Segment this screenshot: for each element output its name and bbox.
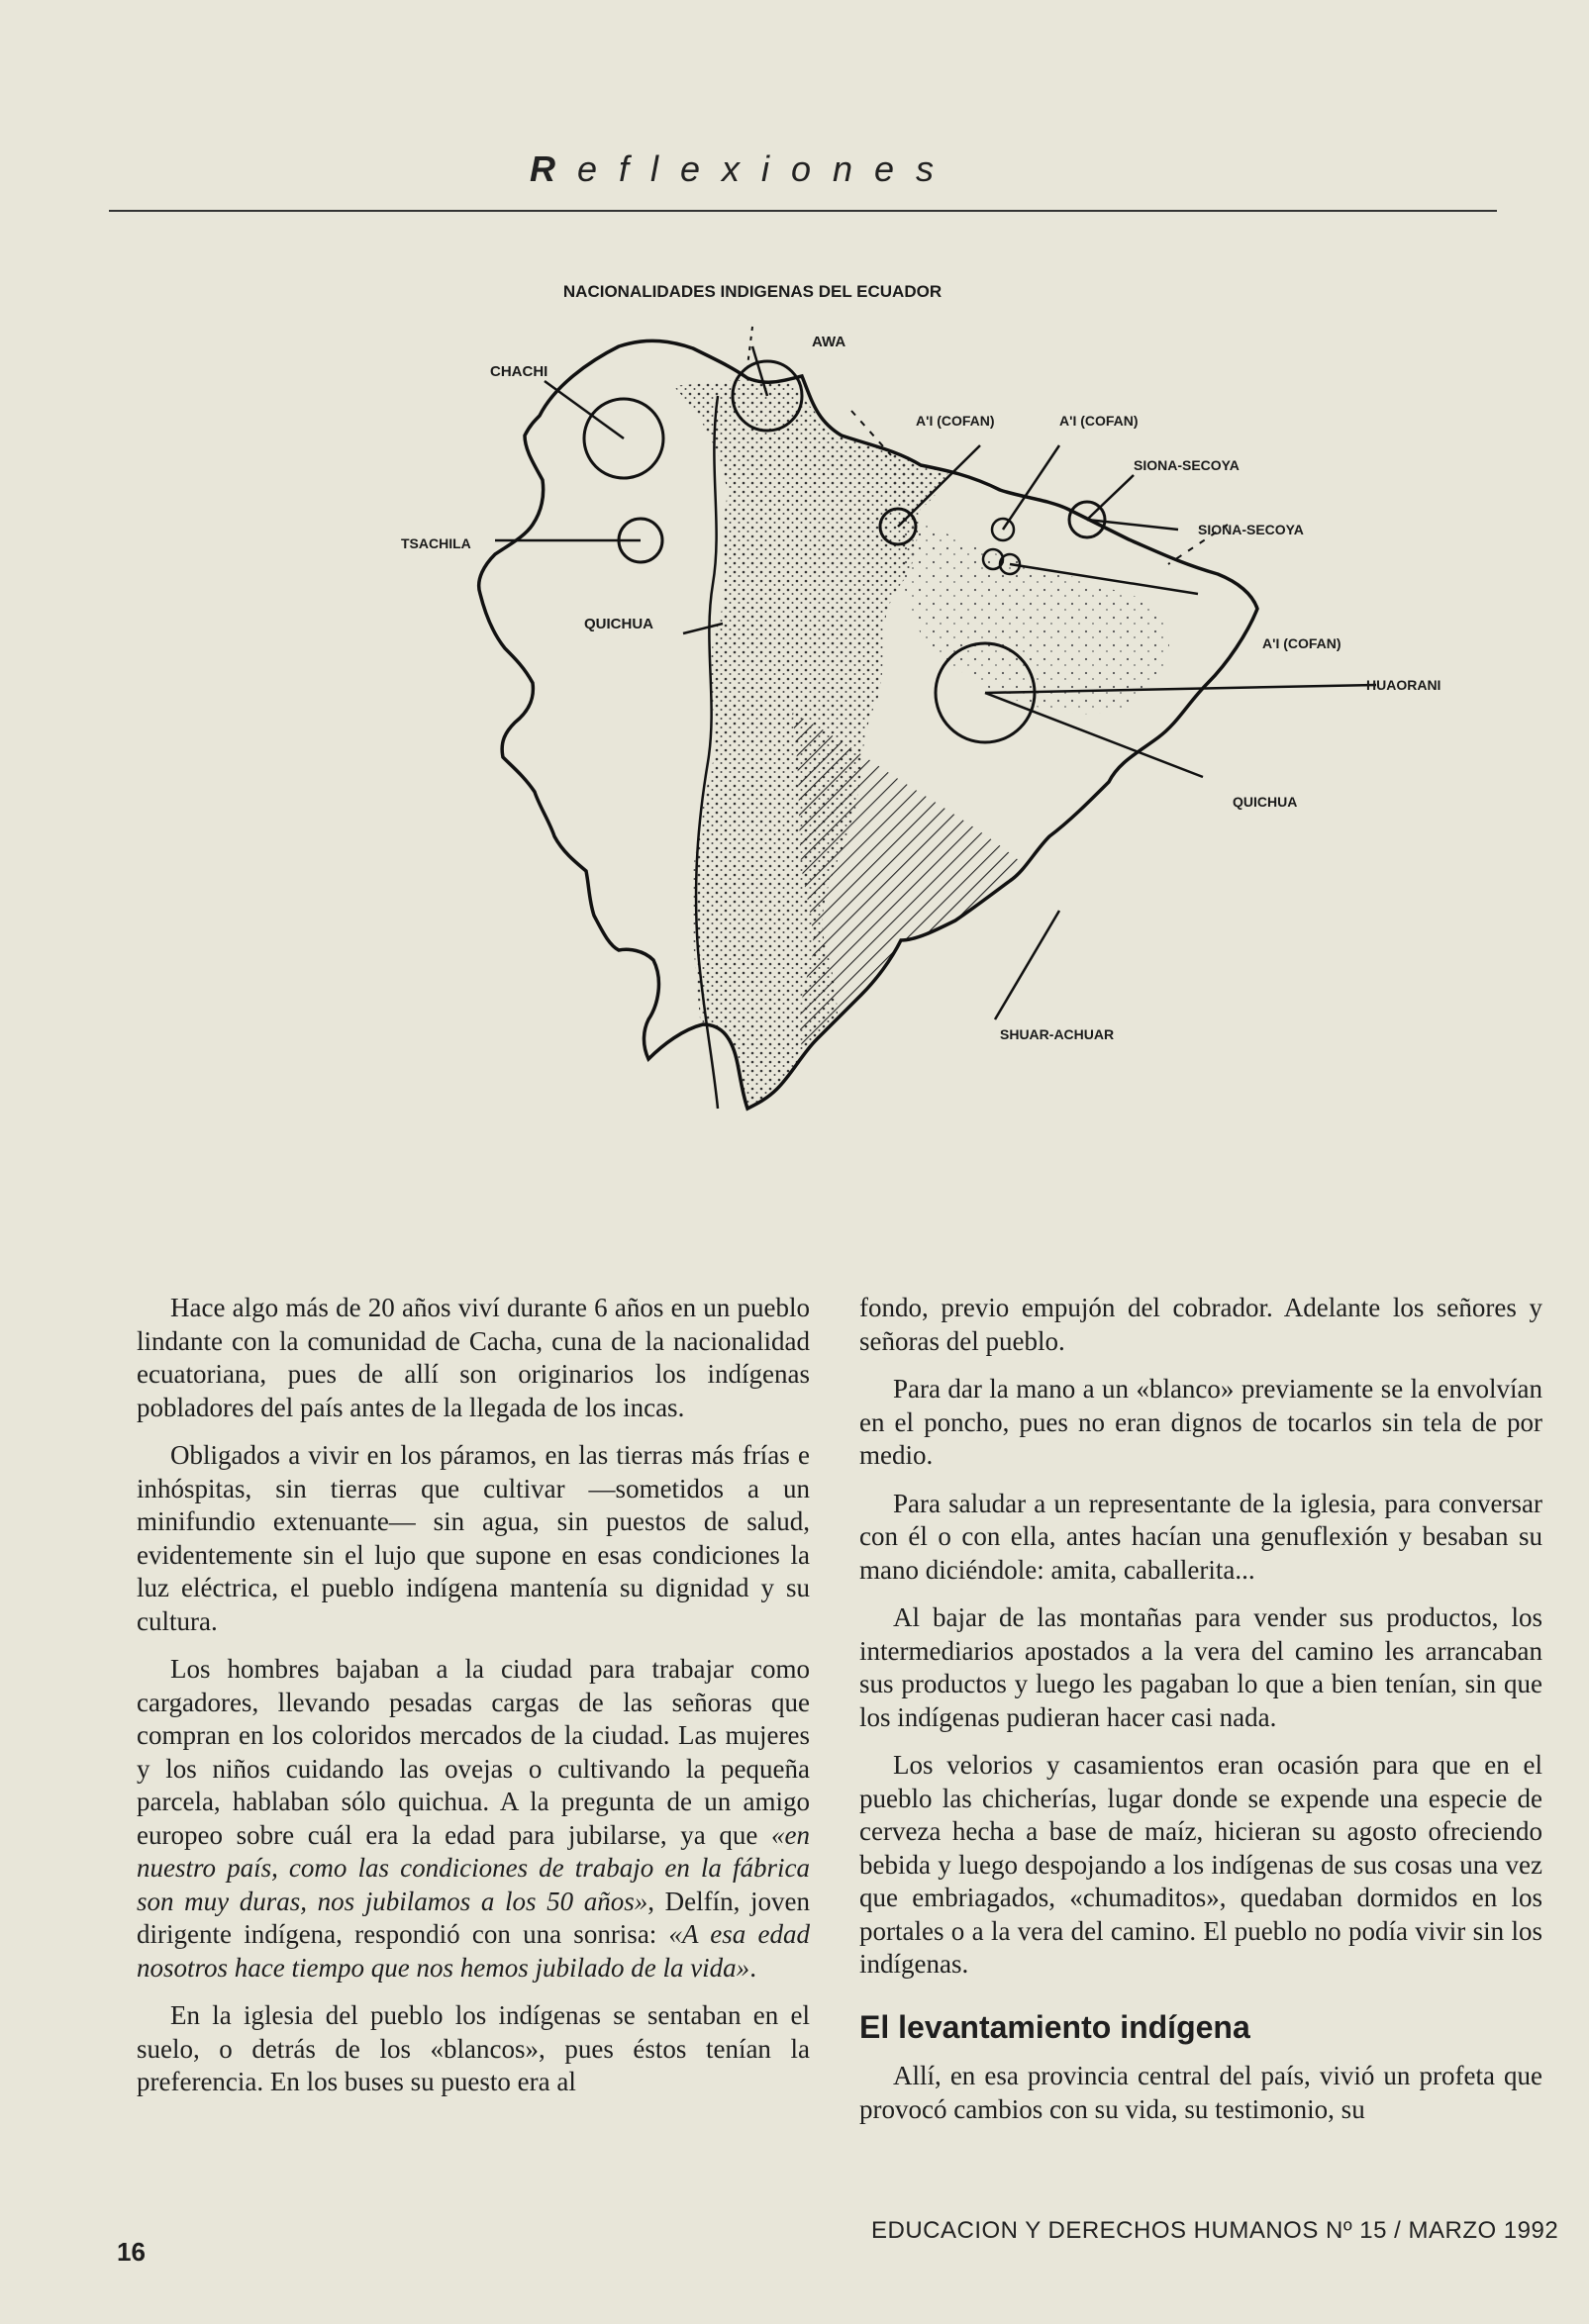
article-paragraph: Hace algo más de 20 años viví durante 6 años en un pueblo lindante con la comunidad de Cacha, cuna de la nacionalidad ecuatoriana, pues de allí son originarios los indígenas pobladores del país antes de la llegada de los incas. [137,1293,810,1422]
article-quote: «en nuestro país, como las condiciones de trabajo en la fábrica son muy duras, nos jubilamos a los 50 años» [137,1819,810,1916]
article-column-right [859,1292,1542,2141]
article-paragraph [137,1653,810,1985]
map-label-shuar-achuar: SHUAR-ACHUAR [1000,1026,1115,1042]
map-label-tsachila: TSACHILA [401,535,471,551]
map-label-siona-secoya-2: SIONA-SECOYA [1198,522,1304,537]
article-column-left [137,1292,810,2114]
map-label-quichua-oriente: QUICHUA [1233,794,1298,810]
map-label-quichua-sierra: QUICHUA [584,616,653,632]
map-title: NACIONALIDADES INDIGENAS DEL ECUADOR [562,282,943,301]
article-text: . [749,1952,756,1983]
map-label-chachi: CHACHI [490,363,548,380]
map-label-huaorani: HUAORANI [1366,677,1441,693]
article-text: Los hombres bajaban a la ciudad para trabajar como cargadores, llevando pesadas cargas de las señoras que compran en los coloridos mercados de la ciudad. Las mujeres y los niños cuidando las ovejas o cultivando la pequeña parcela, hablaban sólo quichua. A la pregunta de un amigo europeo sobre cuál era la edad para jubilarse, ya que [137,1654,810,1850]
article-paragraph: fondo, previo empujón del cobrador. Adelante los señores y señoras del pueblo. [859,1293,1542,1356]
article-subheading: El levantamiento indígena [859,2008,1250,2045]
section-header-initial: R [529,148,577,189]
page-number: 16 [117,2237,146,2267]
article-paragraph: Para saludar a un representante de la iglesia, para conversar con él o con ella, antes hacían una genuflexión y besaban su mano diciéndole: amita, caballerita... [859,1488,1542,1585]
article-paragraph: Obligados a vivir en los páramos, en las tierras más frías e inhóspitas, sin tierras que cultivar —sometidos a un minifundio extenuante— sin agua, sin puestos de salud, evidentemente sin el lujo que supone en esas condiciones la luz eléctrica, el pueblo indígena mantenía su dignidad y su cultura. [137,1440,810,1636]
header-rule [109,210,1497,212]
section-header-rest: eflexiones [576,148,956,189]
publication-footer: EDUCACION Y DERECHOS HUMANOS Nº 15 / MARZO 1992 [871,2217,1559,2244]
section-header [0,148,1485,190]
article-paragraph: Allí, en esa provincia central del país, vivió un profeta que provocó cambios con su vida, su testimonio, su [859,2061,1542,2124]
article-text: , Delfín, joven dirigente indígena, respondió con una sonrisa: [137,1886,810,1949]
map-label-ai-cofan-2: A'I (COFAN) [1059,413,1139,429]
map-label-siona-secoya-1: SIONA-SECOYA [1134,457,1240,473]
map-label-ai-cofan-1: A'I (COFAN) [916,413,995,429]
map-label-awa: AWA [812,334,846,350]
article-paragraph: Los velorios y casamientos eran ocasión para que en el pueblo las chicherías, lugar donde se expende una especie de cerveza hecha a base de maíz, hicieran su agosto ofreciendo bebida y luego despojando a los indígenas de sus cosas una vez que embriagados, «chumaditos», quedaban dormidos en los portales o a la vera del camino. El pueblo no podía vivir sin los indígenas. [859,1750,1542,1979]
article-paragraph: Al bajar de las montañas para vender sus productos, los intermediarios apostados a la vera del camino les arrancaban sus productos y luego les pagaban lo que a bien tenían, sin que los indígenas pudieran hacer casi nada. [859,1602,1542,1732]
article-paragraph: Para dar la mano a un «blanco» previamente se la envolvían en el poncho, pues no eran dignos de tocarlos sin tela de por medio. [859,1374,1542,1470]
article-paragraph: En la iglesia del pueblo los indígenas se sentaban en el suelo, o detrás de los «blancos», pues éstos tenían la preferencia. En los buses su puesto era al [137,2000,810,2096]
ecuador-map-svg [376,267,1465,1257]
map-label-ai-cofan-3: A'I (COFAN) [1262,635,1341,651]
ecuador-map [376,267,1465,1257]
article-quote: «A esa edad nosotros hace tiempo que nos hemos jubilado de la vida» [137,1919,810,1983]
